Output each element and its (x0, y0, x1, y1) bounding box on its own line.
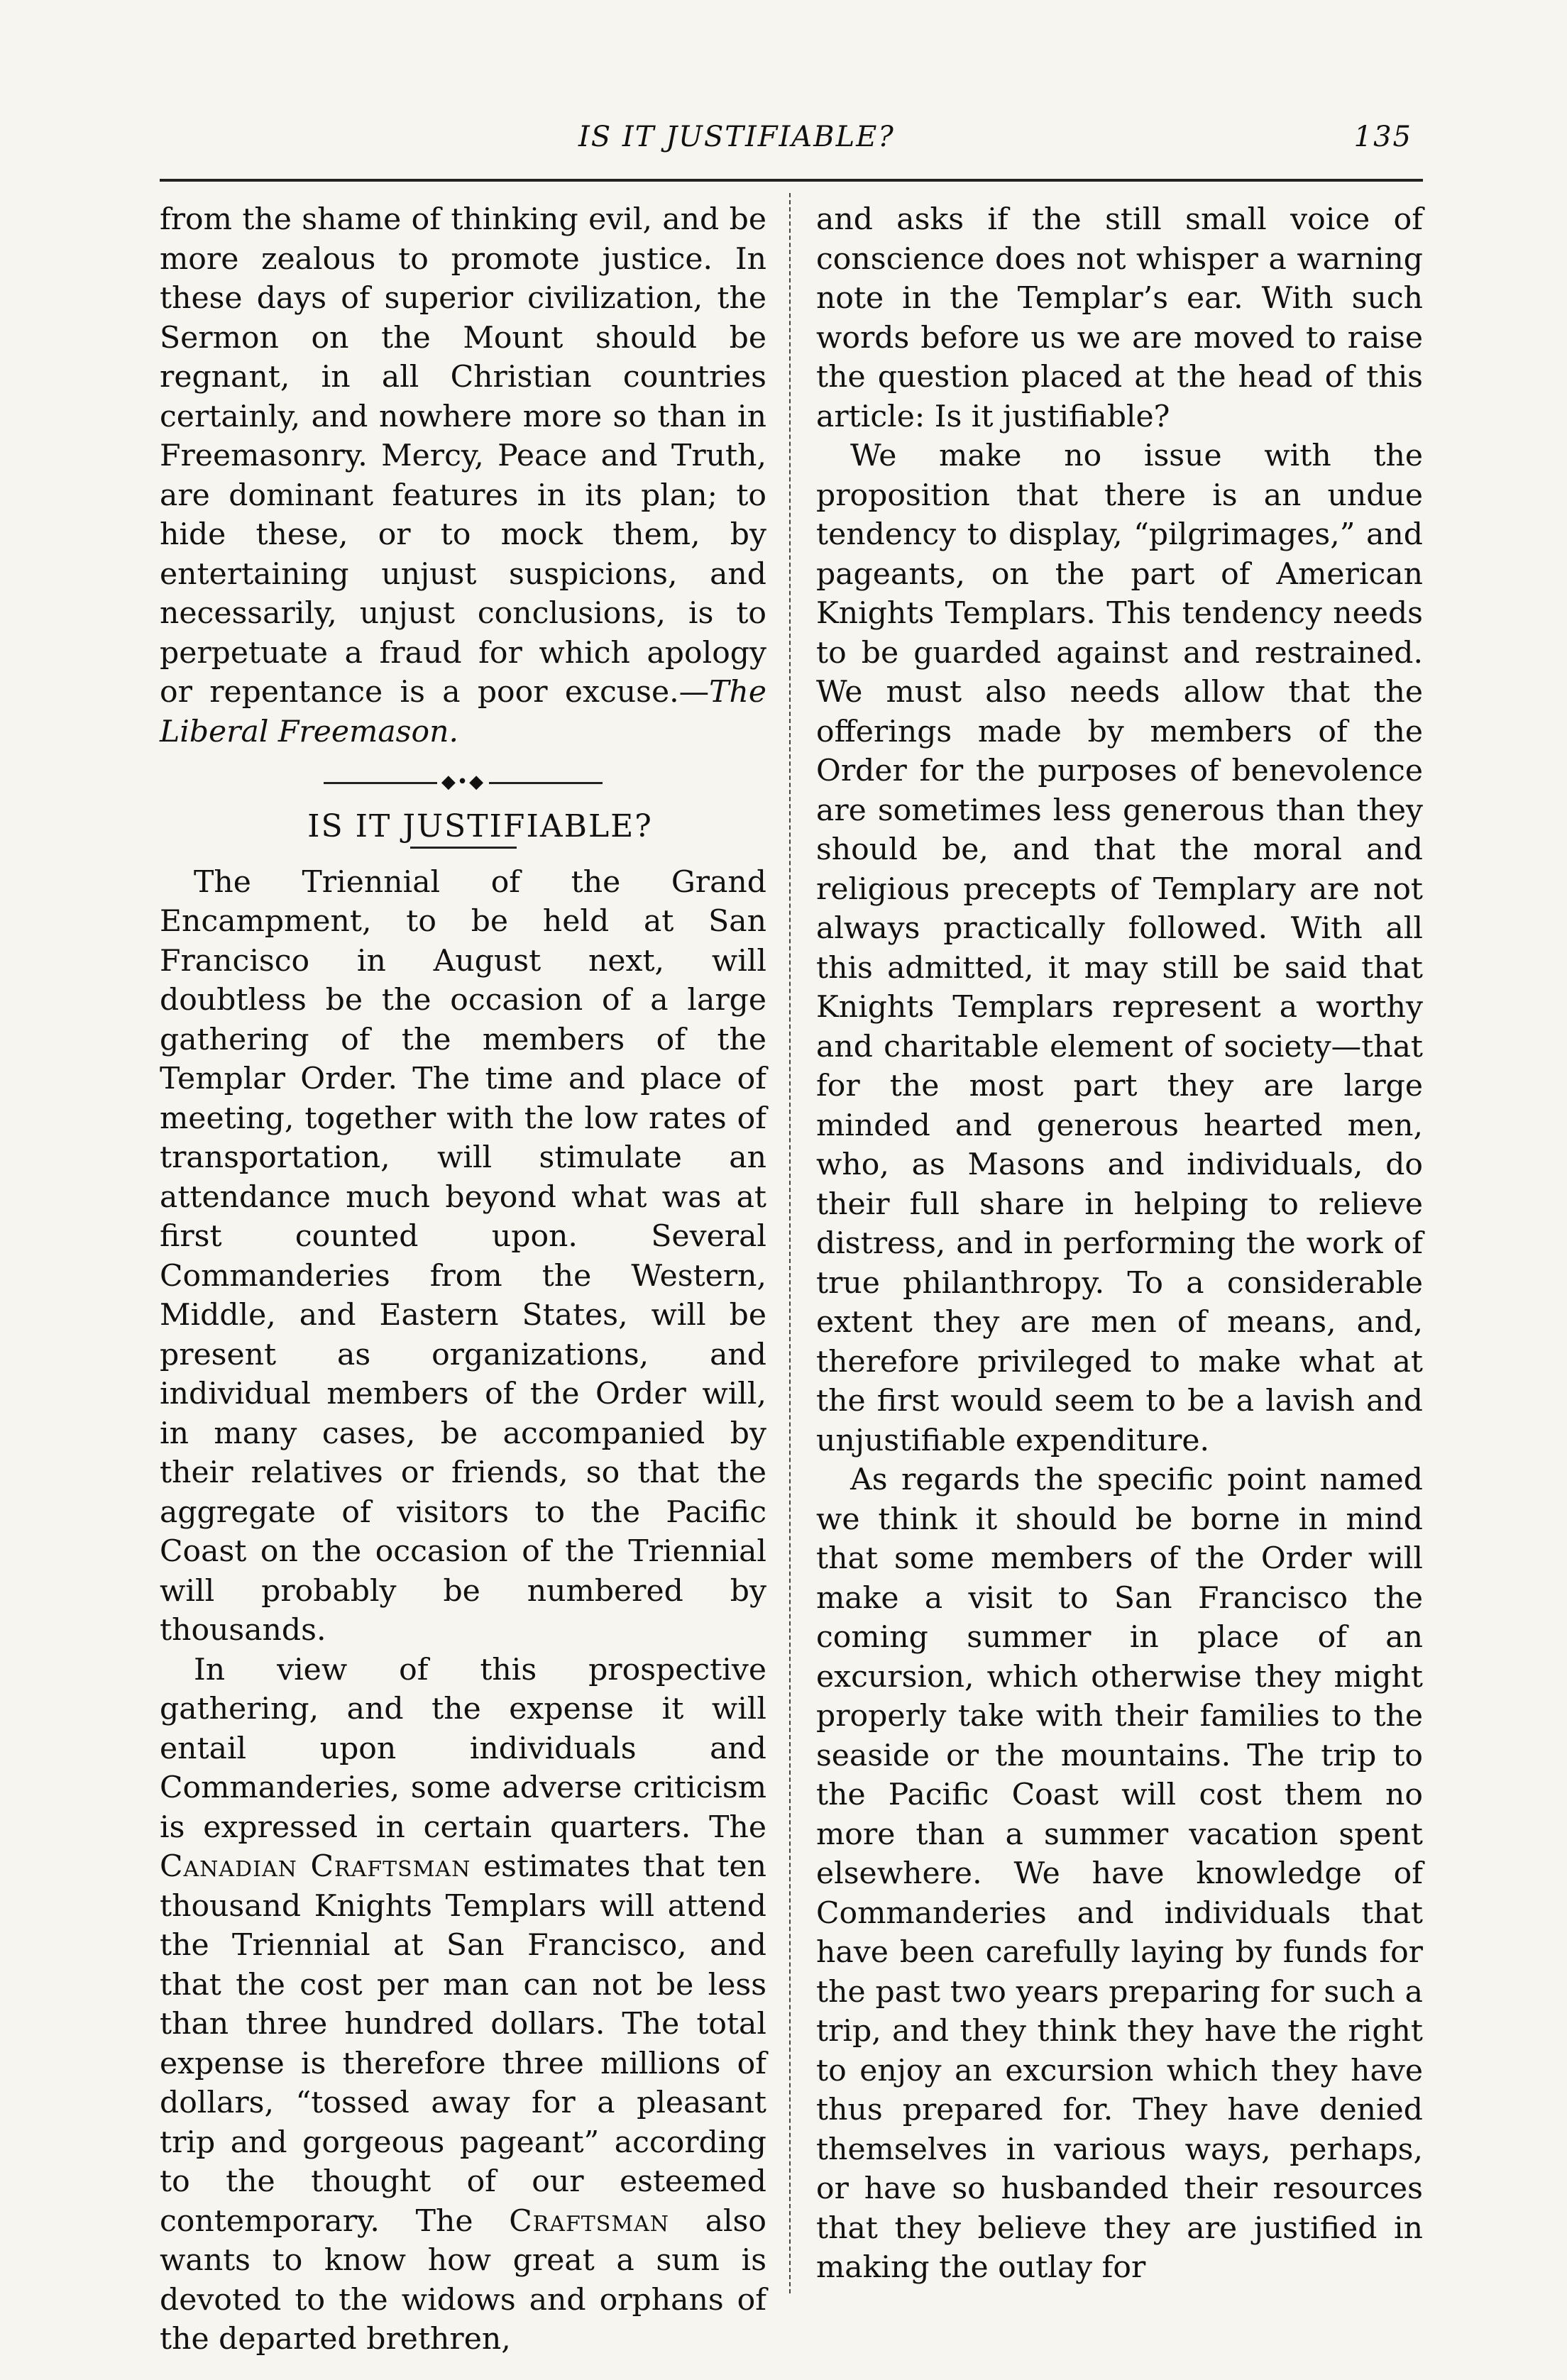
left-column (160, 200, 766, 2359)
article-paragraph-4: As regards the specific point named we think it should be borne in mind that some members of the Order will make a visit to San Francisco the coming summer in place of an excursion, which otherwise they might properly take with their families to the seaside or the mountains. The trip to the Pacific Coast will cost them no more than a summer vacation spent elsewhere. We have knowledge of Commanderies and individuals that have been carefully laying by funds for the past two years preparing for such a trip, and they think they have the right to enjoy an excursion which they have thus prepared for. They have denied themselves in various ways, perhaps, or have so husbanded their resources that they believe they are justified in making the outlay for (816, 1462, 1423, 2285)
divider-line-left (324, 782, 437, 784)
paper-name-craftsman: Craftsman (509, 2203, 669, 2239)
document-page (160, 114, 1423, 2357)
page-number: 135 (1353, 121, 1412, 153)
title-rule (410, 847, 517, 849)
article-paragraph-2: In view of this prospective gathering, and the expense it will entail upon individuals and Commanderies, some adverse criticism is expressed in certain quarters. The Canadian Craftsman estimates that ten thousand Knights Templars will attend the Triennial at San Francisco, and that the cost per man can not be less than three hundred dollars. The total expense is therefore three millions of dollars, “tossed away for a pleasant trip and gorgeous pageant” according to the thought of our esteemed contemporary. The Craftsman also wants to know how great a sum is devoted to the widows and orphans of the departed brethren, (160, 1652, 767, 2357)
section-divider (160, 761, 766, 804)
header-rule (160, 179, 1423, 182)
paper-name-canadian-craftsman: Canadian Craftsman (160, 1849, 471, 1884)
article-title: IS IT JUSTIFIABLE? (307, 808, 653, 844)
source-citation: The Liberal Freemason. (160, 675, 766, 749)
running-head (160, 114, 1423, 170)
article-paragraph-1: The Triennial of the Grand Encampment, to be held at San Francisco in August next, will doubtless be the occasion of a large gathering of the members of the Templar Order. The time and place of meeting, together with the low rates of transportation, will stimulate an attendance much beyond what was at first counted upon. Several Commanderies from the Western, Middle, and Eastern States, will be present as organizations, and individual members of the Order will, in many cases, be accompanied by their relatives or friends, so that the aggregate of visitors to the Pacific Coast on the occasion of the Triennial will probably be numbered by thousands. (160, 864, 766, 1648)
right-column (816, 200, 1423, 2288)
continued-paragraph-left: from the shame of thinking evil, and be more zealous to promote justice. In these days of superior civilization, the Sermon on the Mount should be regnant, in all Christian countries certainly, and nowhere more so than in Freemasonry. Mercy, Peace and Truth, are dominant features in its plan; to hide these, or to mock them, by entertaining unjust suspicions, and necessarily, unjust conclusions, is to perpetuate a fraud for which apology or repentance is a poor excuse.—The Liberal Freemason. (160, 202, 766, 749)
article-paragraph-3: We make no issue with the proposition that there is an undue tendency to display, “pilgrimages,” and pageants, on the part of American Knights Templars. This tendency needs to be guarded against and restrained. We must also needs allow that the offerings made by members of the Order for the purposes of benevolence are sometimes less generous than they should be, and that the moral and religious precepts of Templary are not always practically followed. With all this admitted, it may still be said that Knights Templars represent a worthy and charitable element of society—that for the most part they are large minded and generous hearted men, who, as Masons and individuals, do their full share in helping to relieve distress, and in performing the work of true philanthropy. To a considerable extent they are men of means, and, therefore privileged to make what at the first would seem to be a lavish and unjustifiable expenditure. (816, 439, 1423, 1458)
divider-line-right (489, 782, 603, 784)
continued-paragraph-right: and asks if the still small voice of conscience does not whisper a warning note in the Templar’s ear. With such words before us we are moved to raise the question placed at the head of this article: Is it justifiable? (816, 202, 1423, 434)
divider-ornament-icon: ◆•◆ (441, 771, 485, 793)
column-divider (789, 193, 791, 2293)
running-head-title: IS IT JUSTIFIABLE? (578, 121, 895, 153)
